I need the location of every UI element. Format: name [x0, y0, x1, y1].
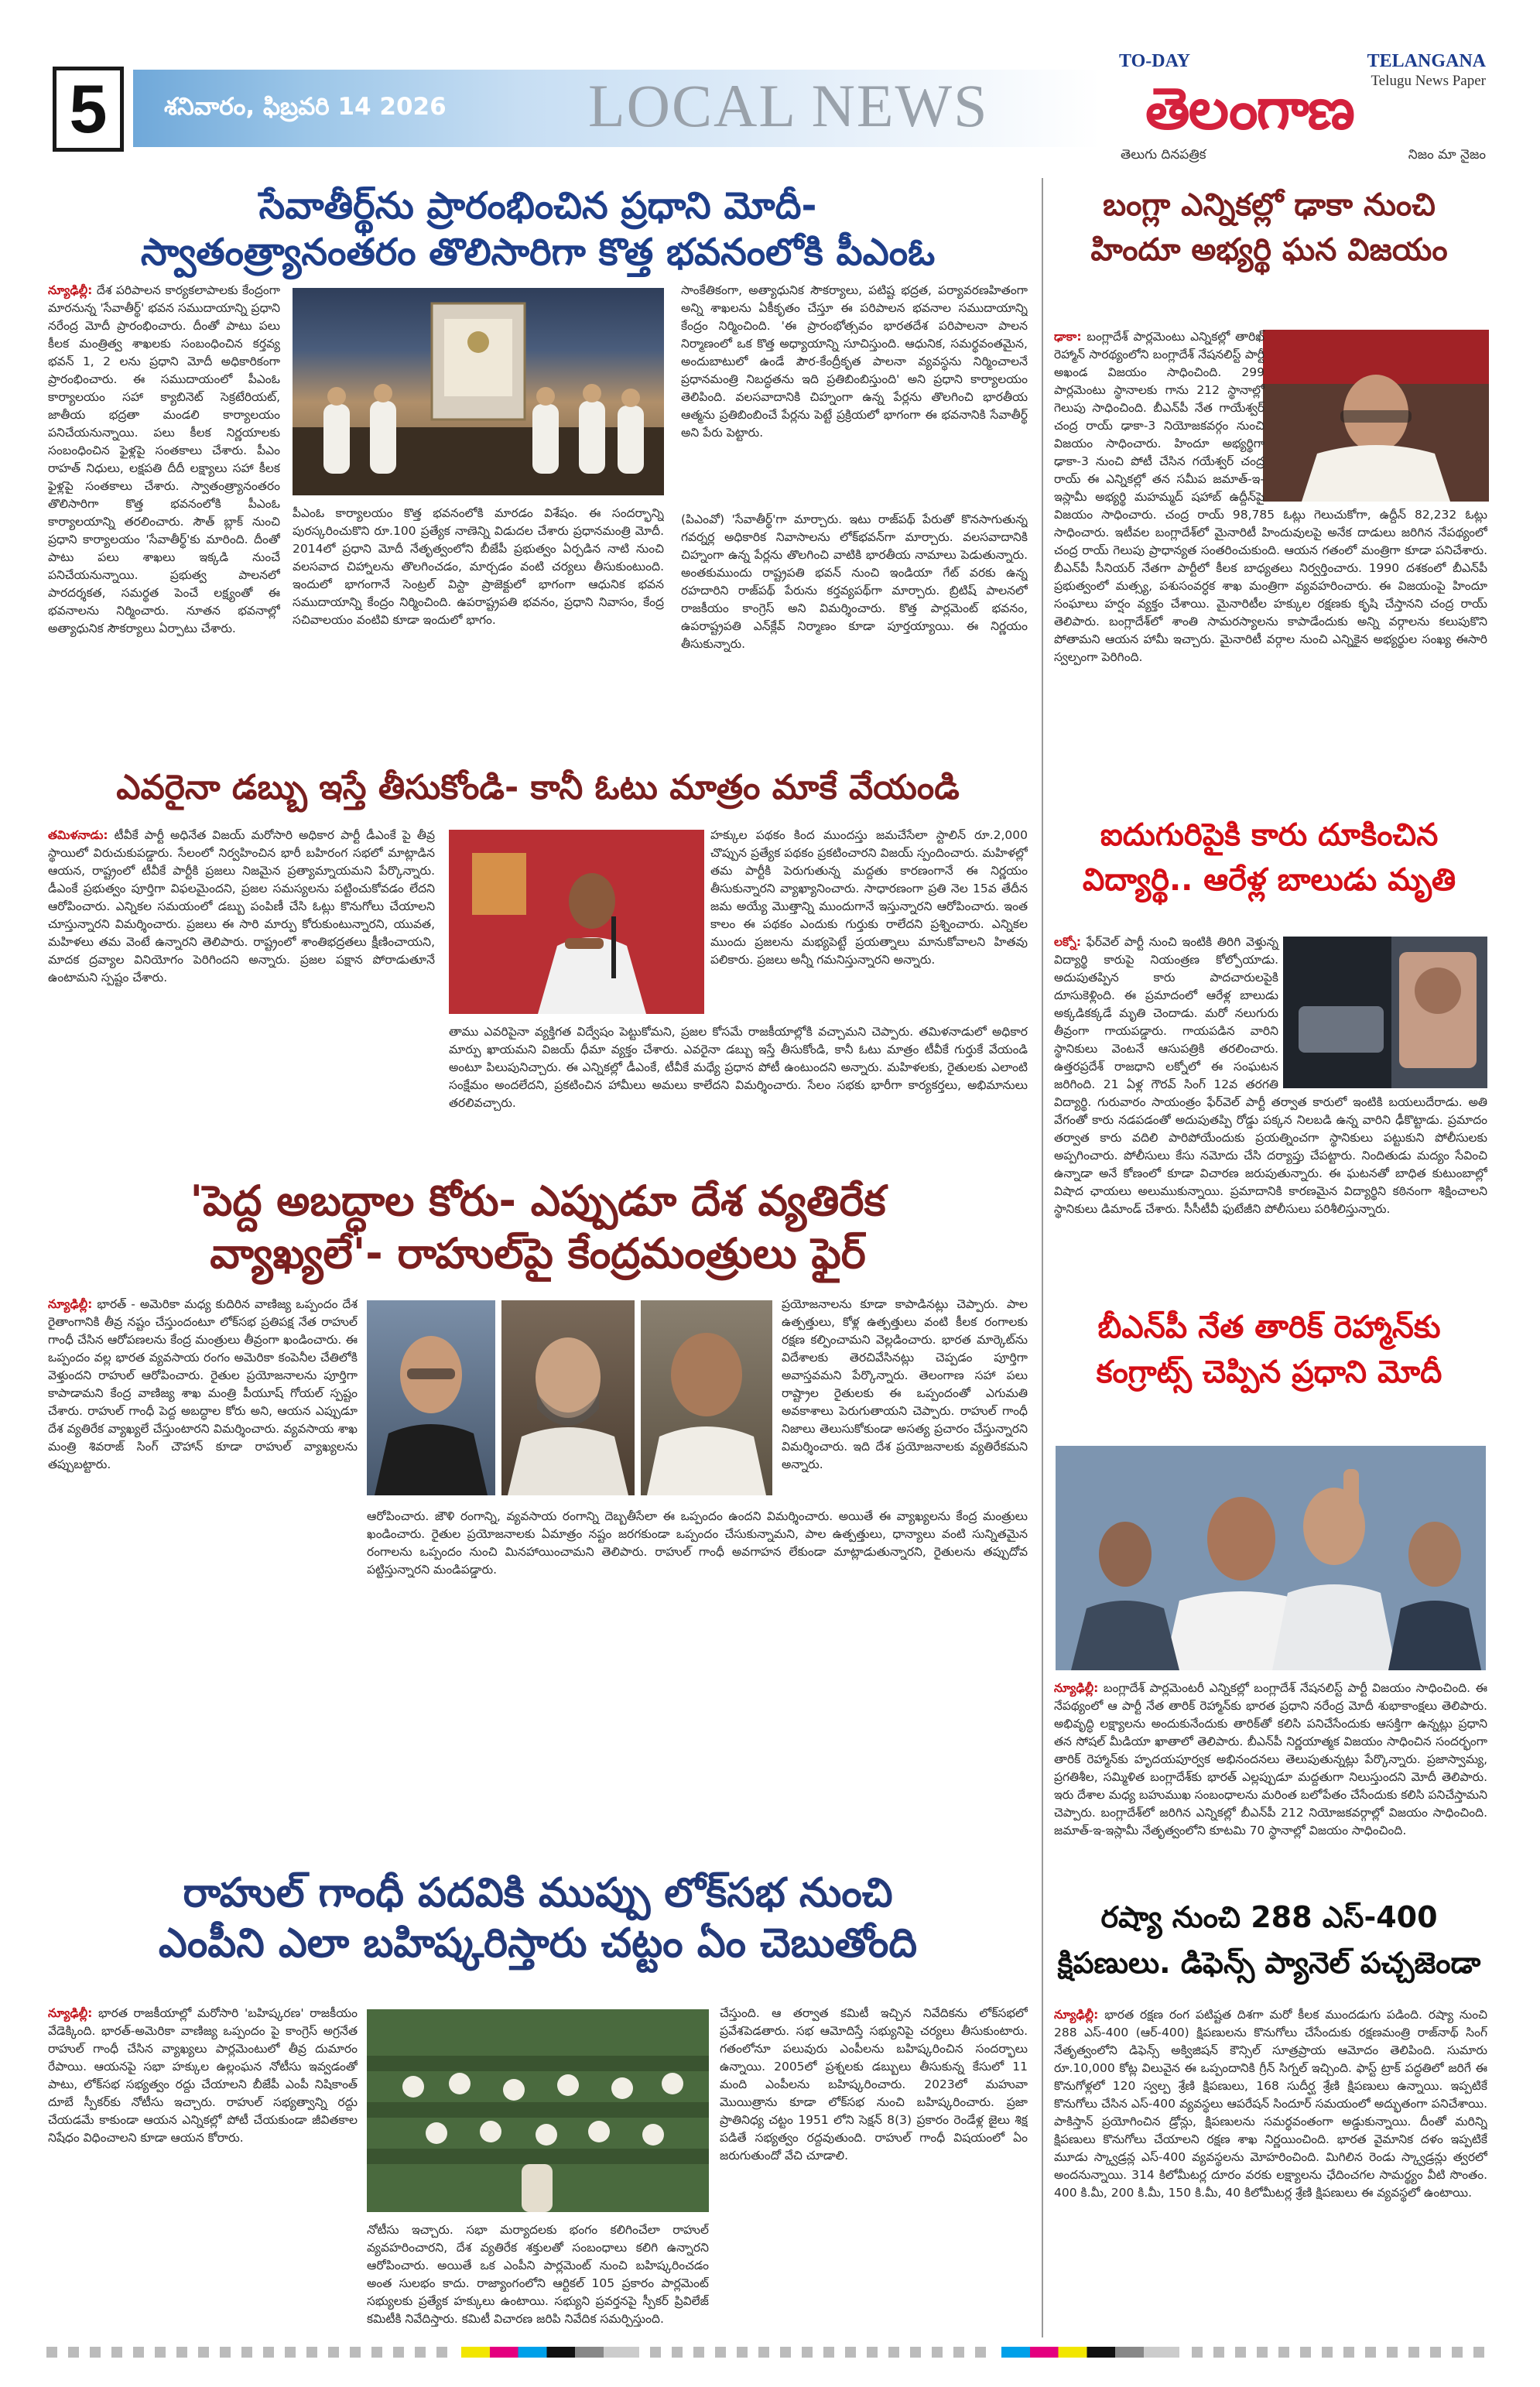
modi-headline-line2: స్వాతంత్ర్యానంతరం తొలిసారిగా కొత్త భవనంలోకి పీఎంఓ [140, 231, 936, 274]
vijay-body-2: తాము ఎవరిపైనా వ్యక్తిగత విద్వేషం పెట్టుకోమని, ప్రజల కోసమే రాజకీయాల్లోకి వచ్చామని చెప్పారు. తమిళనాడులో అధికార మార్పు ఖాయమని విజయ్ ధీమా వ్యక్తం చేశారు. ఎవరైనా డబ్బు ఇస్తే తీసుకోండి, కానీ ఓటు మాత్రం టీవీకే గుర్తుకే వేయండి అంటూ పిలుపునిచ్చారు. ఈ ఎన్నికల్లో డీఎంకే, టీవీకే మధ్యే ప్రధాన పోటీ ఉంటుందని అన్నారు. మహిళలకు, రైతులకు ఎలాంటి సంక్షేమం అందలేదని, ప్రకటించిన హామీలు అమలు కాలేదని విమర్శించారు. సేలం సభకు భారీగా కార్యకర్తలు, అభిమానులు తరలివచ్చారు. [449, 1025, 1028, 1110]
footer-registration-mid [650, 2347, 991, 2358]
tarique-dateline: న్యూఢిల్లీ: [1054, 1681, 1099, 1695]
s400-text: భారత రక్షణ రంగ పటిష్టత దిశగా మరో కీలక ముందడుగు పడింది. రష్యా నుంచి 288 ఎస్-400 (ఆర్-400) క్షిపణులను కొనుగోలు చేసేందుకు రక్షణమంత్రి రాజ్‌నాథ్ సింగ్ నేతృత్వంలోని డిఫెన్స్ అక్విజిషన్ కౌన్సిల్ సూత్రప్రాయ ఆమోదం తెలిపింది. సుమారు రూ.10,000 కోట్ల విలువైన ఈ ఒప్పందానికి గ్రీన్ సిగ్నల్ ఇచ్చింది. ఫాస్ట్ ట్రాక్ పద్ధతిలో జరిగే ఈ కొనుగోళ్లలో 120 స్వల్ప శ్రేణి క్షిపణులు, 168 సుదీర్ఘ శ్రేణి క్షిపణులు ఉన్నాయి. ఇప్పటికే కొనుగోలు చేసిన ఎస్-400 వ్యవస్థలు ఆపరేషన్ సిందూర్ సమయంలో అద్భుతంగా పనిచేశాయి. పాకిస్తాన్ ప్రయోగించిన డ్రోన్లు, క్షిపణులను సమర్థవంతంగా అడ్డుకున్నాయి. దీంతో మరిన్ని క్షిపణులు కొనుగోలు చేయాలని రక్షణ శాఖ నిర్ణయించింది. భారత వైమానిక దళం ఇప్పటికే మూడు స్క్వాడ్రన్ల ఎస్-400 వ్యవస్థలను మోహరించింది. మిగిలిన రెండు స్క్వాడ్రన్లు త్వరలో అందనున్నాయి. 314 కిలోమీటర్ల దూరం వరకు లక్ష్యాలను ఛేదించగల సామర్థ్యం వీటి సొంతం. 400 కి.మీ, 200 కి.మీ, 150 కి.మీ, 40 కిలోమీటర్ల శ్రేణి క్షిపణులు ఈ వ్యవస్థలో ఉంటాయి. [1054, 2008, 1487, 2200]
rahul-mp-line2: ఎంపీని ఎలా బహిష్కరిస్తారు చట్టం ఏం చెబుతోంది [158, 1920, 918, 1967]
rahul-mp-col1 [48, 2005, 358, 2330]
rahul-ministers-headline [46, 1175, 1029, 1279]
vijay-col2 [449, 1023, 1028, 1152]
issue-date: శనివారం, ఫిబ్రవరి 14 2026 [164, 93, 447, 121]
rahul-mp-headline [46, 1868, 1029, 1969]
bangla-hindu-line1: బంగ్లా ఎన్నికల్లో ఢాకా నుంచి [1103, 187, 1436, 223]
rahul-mp-body-1: భారత రాజకీయాల్లో మరోసారి 'బహిష్కరణ' రాజకీయం వేడెక్కింది. భారత్-అమెరికా వాణిజ్య ఒప్పందం పై కాంగ్రెస్ అగ్రనేత రాహుల్ గాంధీ చేసిన వ్యాఖ్యలు పార్లమెంటులో తీవ్ర దుమారం రేపాయి. ఆయనపై సభా హక్కుల ఉల్లంఘన నోటీసు ఇవ్వడంతో పాటు, లోక్‌సభ సభ్యత్వం రద్దు చేయాలని బీజేపీ ఎంపీ నిషికాంత్ దూబే స్పీకర్‌కు నోటీసు ఇచ్చారు. రాహుల్ సభ్యత్వాన్ని రద్దు చేయడమే కాకుండా ఆయన ఎన్నికల్లో పోటీ చేయకుండా జీవితకాల నిషేధం విధించాలని కూడా ఆయన కోరారు. [48, 2006, 358, 2145]
tarique-body [1054, 1680, 1487, 1881]
car-accident-body [1054, 933, 1487, 1297]
rahul-ministers-body-2: ఆరోపించారు. జౌళి రంగాన్ని, వ్యవసాయ రంగాన్ని దెబ్బతీసేలా ఈ ఒప్పందం ఉందని విమర్శించారు. అయితే ఈ వ్యాఖ్యలను కేంద్ర మంత్రులు ఖండించారు. రైతుల ప్రయోజనాలకు ఏమాత్రం నష్టం జరగకుండా ఒప్పందం చేసుకున్నామని, పాల ఉత్పత్తులు, ధాన్యాలు వంటి సున్నితమైన రంగాలను ఒప్పందం నుంచి మినహాయించామని తెలిపారు. రాహుల్ గాంధీ అవగాహన లేకుండా మాట్లాడుతున్నారని, రైతులను తప్పుదోవ పట్టిస్తున్నారని మండిపడ్డారు. [367, 1509, 1028, 1577]
car-accident-line2: విద్యార్థి.. ఆరేళ్ల బాలుడు మృతి [1082, 862, 1456, 898]
rahul-ministers-body-1: భారత్ - అమెరికా మధ్య కుదిరిన వాణిజ్య ఒప్పందం దేశ రైతాంగానికి తీవ్ర నష్టం చేస్తుందంటూ లోక్‌సభ ప్రతిపక్ష నేత రాహుల్ గాంధీ చేసిన ఆరోపణలను కేంద్ర మంత్రులు తీవ్రంగా ఖండించారు. ఈ ఒప్పందం వల్ల భారత వ్యవసాయ రంగం అమెరికా కంపెనీల చేతిలోకి వెళ్తుందని రాహుల్ ఆరోపించారు. రైతుల ప్రయోజనాలను పూర్తిగా కాపాడామని కేంద్ర వాణిజ్య శాఖ మంత్రి పీయూష్ గోయల్ స్పష్టం చేశారు. రాహుల్ గాంధీ పెద్ద అబద్ధాల కోరు అని, ఆయన ఎప్పుడూ దేశ వ్యతిరేక వ్యాఖ్యలే చేస్తుంటారని విమర్శించారు. వ్యవసాయ శాఖ మంత్రి శివరాజ్ సింగ్ చౌహాన్ కూడా రాహుల్ వ్యాఖ్యలను తప్పుబట్టారు. [48, 1297, 358, 1471]
section-title: LOCAL NEWS [588, 72, 989, 139]
rahul-ministers-body-3: ప్రయోజనాలను కూడా కాపాడినట్లు చెప్పారు. పాల ఉత్పత్తులు, కోళ్ల ఉత్పత్తులు వంటి కీలక రంగాలకు రక్షణ కల్పించామని వెల్లడించారు. భారత మార్కెట్‌ను విదేశాలకు తెరచివేసినట్లు చెప్పడం పూర్తిగా అవాస్తవమని పేర్కొన్నారు. తెలంగాణ సహా పలు రాష్ట్రాల రైతులకు ఈ ఒప్పందంతో ఎగుమతి అవకాశాలు పెరుగుతాయని చెప్పారు. రాహుల్ గాంధీ నిజాలు తెలుసుకోకుండా అసత్య ప్రచారం చేస్తున్నారని విమర్శించారు. ఇది దేశ ప్రయోజనాలకు వ్యతిరేకమని అన్నారు. [782, 1297, 1028, 1471]
modi-col1 [48, 282, 280, 750]
bangla-hindu-body [1054, 328, 1487, 797]
footer-color-strip-right [1001, 2347, 1179, 2358]
bangla-hindu-line2: హిందూ అభ్యర్థి ఘన విజయం [1090, 232, 1448, 268]
modi-dateline: న్యూఢిల్లీ: [48, 283, 93, 297]
vijay-col3 [710, 827, 1028, 1014]
logo-title: తెలంగాణ [1145, 76, 1353, 142]
vijay-headline: ఎవరైనా డబ్బు ఇస్తే తీసుకోండి- కానీ ఓటు మాత్రం మాకే వేయండి [116, 768, 960, 807]
rahul-ministers-col1 [48, 1296, 358, 1807]
logo-tag-right: నిజం మా నైజం [1408, 147, 1486, 163]
s400-line1: రష్యా నుంచి 288 ఎస్-400 [1100, 1900, 1438, 1934]
rahul-mp-col2 [367, 2221, 709, 2330]
photo-spacer [1265, 328, 1487, 506]
logo-telangana-en: TELANGANA [1367, 51, 1486, 71]
bangla-hindu-dateline: ఢాకా: [1054, 330, 1082, 344]
rahul-ministers-dateline: న్యూఢిల్లీ: [48, 1297, 93, 1311]
s400-body [1054, 2006, 1487, 2330]
modi-body-1: దేశ పరిపాలన కార్యకలాపాలకు కేంద్రంగా మారనున్న 'సేవాతీర్థ్' భవన సముదాయాన్ని ప్రధాని నరేంద్ర మోదీ ప్రారంభించారు. దీంతో పాటు పలు కీలక మంత్రిత్వ శాఖలకు సంబంధించిన కర్తవ్య భవన్ 1, 2 లను ప్రధాని మోదీ అధికారికంగా ప్రారంభించారు. ఈ సముదాయంలో పీఎంఓ కార్యాలయం సహా క్యాబినెట్ సెక్రటేరియట్, జాతీయ భద్రతా మండలి కార్యాలయం పనిచేయనున్నాయి. పలు కీలక నిర్ణయాలకు సంబంధించిన ఫైళ్లపై సంతకాలు చేశారు. పీఎం రాహత్ నిధులు, లక్షపతి దీదీ లక్ష్యాలు సహా కీలక ఫైళ్లపై సంతకాలు చేశారు. స్వాతంత్ర్యానంతరం తొలిసారిగా కొత్త భవనంలోకి పీఎంఓ కార్యాలయాన్ని తరలించారు. సౌత్ బ్లాక్ నుంచి ప్రధాని కార్యాలయం 'సేవాతీర్థ్'కు మారింది. దీంతో పాటు పలు శాఖలు ఇక్కడి నుంచే పనిచేయనున్నాయి. ప్రభుత్వ పాలనలో పారదర్శకత, సమర్థత పెంచే లక్ష్యంతో ఈ భవనాలను నిర్మించారు. నూతన భవనాల్లో అత్యాధునిక సౌకర్యాలు ఏర్పాటు చేశారు. [48, 283, 280, 635]
footer-registration-right [1192, 2347, 1494, 2358]
car-accident-headline [1052, 813, 1486, 902]
rahul-mp-body-2: నోటీసు ఇచ్చారు. సభా మర్యాదలకు భంగం కలిగించేలా రాహుల్ వ్యవహరించారని, దేశ వ్యతిరేక శక్తులతో సంబంధాలు కలిగి ఉన్నారని ఆరోపించారు. అయితే ఒక ఎంపీని పార్లమెంట్ నుంచి బహిష్కరించడం అంత సులభం కాదు. రాజ్యాంగంలోని ఆర్టికల్ 105 ప్రకారం పార్లమెంట్ సభ్యులకు ప్రత్యేక హక్కులు ఉంటాయి. సభ్యుని ప్రవర్తనపై స్పీకర్ ప్రివిలేజ్ కమిటీకి నివేదిస్తారు. కమిటీ విచారణ జరిపి నివేదిక సమర్పిస్తుంది. [367, 2223, 709, 2326]
s400-line2: క్షిపణులు. డిఫెన్స్ ప్యానెల్ పచ్చజెండా [1057, 1945, 1481, 1980]
chouhan-photo [641, 1300, 772, 1495]
footer-color-strip-left [461, 2347, 639, 2358]
car-accident-line1: ఐదుగురిపైకి కారు దూకించిన [1100, 817, 1439, 853]
modi-body-3: పీఎంఓ కార్యాలయం కొత్త భవనంలోకి మారడం విశేషం. ఈ సందర్భాన్ని పురస్కరించుకొని రూ.100 ప్రత్యేక నాణెన్ని విడుదల చేశారు ప్రధానమంత్రి మోదీ. 2014లో ప్రధాని మోదీ నేతృత్వంలోని బీజేపీ ప్రభుత్వం ఏర్పడిన నాటి నుంచి వలసవాద చిహ్నాలను తొలగించడం, మార్చడం వంటి చర్యలు తీసుకుంటుంది. ఇందులో భాగంగానే సెంట్రల్ విస్టా ప్రాజెక్టులో భాగంగా ఆధునిక భవన సముదాయాన్ని కేంద్రం నిర్మించింది. ఉపరాష్ట్రపతి భవనం, ప్రధాని నివాసం, కేంద్ర సచివాలయం వంటివి కూడా ఇందులో భాగం. [293, 506, 664, 627]
tarique-line2: కంగ్రాట్స్ చెప్పిన ప్రధాని మోదీ [1096, 1354, 1442, 1390]
logo-subtitle: Telugu News Paper [1371, 73, 1486, 89]
s400-dateline: న్యూఢిల్లీ: [1054, 2008, 1099, 2022]
rahul-mp-line1: రాహుల్ గాంధీ పదవికి ముప్పు లోక్‌సభ నుంచి [183, 1870, 893, 1916]
vijay-photo [449, 830, 704, 1014]
vijay-body-1: టీవీకే పార్టీ అధినేత విజయ్ మరోసారి అధికార పార్టీ డీఎంకే పై తీవ్ర స్థాయిలో విరుచుకుపడ్డారు. సేలంలో నిర్వహించిన భారీ బహిరంగ సభలో మాట్లాడిన ఆయన, రాష్ట్రంలో టీవీకే పార్టీకి ప్రజలు నిజమైన ప్రత్యామ్నాయమని పేర్కొన్నారు. డీఎంకే ప్రభుత్వం పూర్తిగా విఫలమైందని, ప్రజల సమస్యలను పట్టించుకోవడం లేదని ఆరోపించారు. ఎన్నికల సమయంలో డబ్బు పంపిణీ చేసి ఓట్లు కొనుగోలు చేయాలని చూస్తున్నారని విమర్శించారు. ప్రజలు ఈ సారి మార్పు కోరుకుంటున్నారని, యువత, మహిళలు తమ వెంటే ఉన్నారని తెలిపారు. రాష్ట్రంలో శాంతిభద్రతలు క్షీణించాయని, మాదక ద్రవ్యాల వినియోగం పెరిగిందని అన్నారు. ప్రజల పక్షాన పోరాడుతూనే ఉంటామని స్పష్టం చేశారు. [48, 828, 435, 985]
rahul-ministers-line1: 'పెద్ద అబద్ధాల కోరు- ఎప్పుడూ దేశ వ్యతిరేక [190, 1176, 886, 1225]
photo-spacer [1278, 933, 1487, 1091]
page-number: 5 [53, 67, 124, 152]
column-divider [1042, 178, 1043, 2337]
modi-col4 [681, 511, 1028, 750]
rahul-ministers-line2: వ్యాఖ్యలే'- రాహుల్‌పై కేంద్రమంత్రులు ఫైర్ [210, 1228, 866, 1278]
bangla-hindu-headline [1052, 183, 1486, 272]
modi-body-2: సాంకేతికంగా, అత్యాధునిక సౌకర్యాలు, పటిష్ట భద్రత, పర్యావరణహితంగా అన్ని శాఖలను ఏకీకృతం చేస్తూ ఈ పరిపాలన భవనాల సముదాయాన్ని కేంద్రం నిర్మించింది. 'ఈ ప్రారంభోత్సవం భారతదేశ పరిపాలనా పాలన నిర్మాణంలో ఒక కొత్త అధ్యాయాన్ని సూచిస్తుంది. ఆధునిక, సమర్థవంతమైన, అందుబాటులో ఉండే పౌర-కేంద్రీకృత పాలనా వ్యవస్థను నిర్మించాలనే ప్రధానమంత్రి నిబద్ధతను ఇది ప్రతిబింబిస్తుంది' అని ప్రధాని కార్యాలయం తెలిపింది. వలసవాదానికి చిహ్నంగా ఉన్న పేర్లను తొలగించి భారతీయ ఆత్మను ప్రతిబింబించే పేర్లను పెట్టే ప్రక్రియలో భాగంగా ఈ భవనానికి సేవాతీర్థ్ అని పేరు పెట్టారు. [681, 283, 1028, 440]
tarique-photo [1056, 1446, 1486, 1670]
modi-headline-line1: సేవాతీర్థ్‌ను ప్రారంభించిన ప్రధాని మోదీ- [258, 184, 817, 228]
logo-tag-left: తెలుగు దినపత్రిక [1121, 147, 1206, 163]
modi-col3 [293, 505, 664, 750]
rahul-mp-dateline: న్యూఢిల్లీ: [48, 2006, 93, 2020]
bangla-hindu-text: బంగ్లాదేశ్ పార్లమెంటు ఎన్నికల్లో తారిఖ్ రెహ్మాన్ సారథ్యంలోని బంగ్లాదేశ్ నేషనలిస్ట్ పార్టీ అఖండ విజయం సాధించింది. 299 పార్లమెంటు స్థానాలకు గాను 212 స్థానాల్లో గెలుపు సాధించింది. బీఎన్‌పీ నేత గాయేశ్వర్ చంద్ర రాయ్ ఢాకా-3 నియోజకవర్గం నుంచి విజయం సాధించారు. హిందూ అభ్యర్థిగా ఢాకా-3 నుంచి పోటీ చేసిన గయేశ్వర్ చంద్ర రాయ్ ఈ ఎన్నికల్లో తన సమీప జమాత్-ఇ-ఇస్లామీ అభ్యర్థి మహమ్మద్ షహాబ్ ఉద్దీన్‌పై విజయం సాధించారు. చంద్ర రాయ్ 98,785 ఓట్లు గెలుచుకోగా, ఉద్దీన్ 82,232 ఓట్లు సాధించారు. ఇటీవల బంగ్లాదేశ్‌లో మైనారిటీ హిందువులపై అనేక దాడులు జరిగిన నేపథ్యంలో చంద్ర రాయ్ గెలుపు ప్రాధాన్యత సంతరించుకుంది. ఆయన గతంలో మంత్రిగా కూడా పనిచేశారు. బీఎన్‌పీ సీనియర్ నేతగా పార్టీలో కీలక బాధ్యతలు నిర్వర్తించారు. 1990 దశకంలో బీఎన్‌పీ ప్రభుత్వంలో మత్స్య, పశుసంవర్ధక శాఖ మంత్రిగా వ్యవహరించారు. ఈ విజయంపై హిందూ సంఘాలు హర్షం వ్యక్తం చేశాయి. మైనారిటీల హక్కుల రక్షణకు కృషి చేస్తానని చంద్ర రాయ్ తెలిపారు. బంగ్లాదేశ్‌లో శాంతి సామరస్యాలను కాపాడేందుకు అన్ని వర్గాలను కలుపుకొని పోతామని ఆయన హామీ ఇచ్చారు. మైనారిటీ వర్గాల నుంచి ఎన్నికైన అభ్యర్థుల సంఖ్య ఈసారి స్వల్పంగా పెరిగింది. [1054, 330, 1487, 664]
tarique-headline [1052, 1305, 1486, 1395]
modi-headline [46, 183, 1029, 276]
rahul-mp-body-3: చేస్తుంది. ఆ తర్వాత కమిటీ ఇచ్చిన నివేదికను లోక్‌సభలో ప్రవేశపెడతారు. సభ ఆమోదిస్తే సభ్యునిపై చర్యలు తీసుకుంటారు. గతంలోనూ పలువురు ఎంపీలను బహిష్కరించిన సందర్భాలు ఉన్నాయి. 2005లో ప్రశ్నలకు డబ్బులు తీసుకున్న కేసులో 11 మంది ఎంపీలను బహిష్కరించారు. 2023లో మహువా మొయిత్రాను కూడా లోక్‌సభ నుంచి బహిష్కరించారు. ప్రజా ప్రాతినిధ్య చట్టం 1951 లోని సెక్షన్ 8(3) ప్రకారం రెండేళ్ల జైలు శిక్ష పడితే సభ్యత్వం రద్దవుతుంది. రాహుల్ గాంధీ విషయంలో ఏం జరుగుతుందో వేచి చూడాలి. [720, 2006, 1028, 2163]
modi-col2 [681, 282, 1028, 508]
car-accident-text: ఫేర్‌వెల్ పార్టీ నుంచి ఇంటికి తిరిగి వెళ్తున్న విద్యార్థి కారుపై నియంత్రణ కోల్పోయాడు. అదుపుతప్పిన కారు పాదచారులపైకి దూసుకెళ్లింది. ఈ ప్రమాదంలో ఆరేళ్ల బాలుడు అక్కడికక్కడే మృతి చెందాడు. మరో నలుగురు తీవ్రంగా గాయపడ్డారు. గాయపడిన వారిని స్థానికులు వెంటనే ఆసుపత్రికి తరలించారు. ఉత్తరప్రదేశ్ రాజధాని లక్నోలో ఈ సంఘటన జరిగింది. 21 ఏళ్ల గౌరవ్ సింగ్ 12వ తరగతి విద్యార్థి. గురువారం సాయంత్రం ఫేర్‌వెల్ పార్టీ తర్వాత కారులో ఇంటికి బయలుదేరాడు. అతి వేగంతో కారు నడపడంతో అదుపుతప్పి రోడ్డు పక్కన నిలబడి ఉన్న వారిని ఢీకొట్టాడు. ప్రమాదం తర్వాత కారు వదిలి పారిపోయేందుకు ప్రయత్నించగా స్థానికులు పట్టుకుని పోలీసులకు అప్పగించారు. పోలీసులు కేసు నమోదు చేసి దర్యాప్తు చేపట్టారు. నిందితుడు మద్యం సేవించి ఉన్నాడా అనే కోణంలో కూడా విచారణ జరుపుతున్నారు. ఈ ఘటనతో బాధిత కుటుంబాల్లో విషాద ఛాయలు అలుముకున్నాయి. ప్రమాదానికి కారణమైన విద్యార్థిని కఠినంగా శిక్షించాలని స్థానికులు డిమాండ్ చేశారు. సీసీటీవీ ఫుటేజీని పోలీసులు పరిశీలిస్తున్నారు. [1054, 935, 1487, 1216]
tarique-text: బంగ్లాదేశ్ పార్లమెంటరీ ఎన్నికల్లో బంగ్లాదేశ్ నేషనలిస్ట్ పార్టీ విజయం సాధించింది. ఈ నేపథ్యంలో ఆ పార్టీ నేత తారిక్ రెహ్మాన్‌కు భారత ప్రధాని నరేంద్ర మోదీ శుభాకాంక్షలు తెలిపారు. అభివృద్ధి లక్ష్యాలను అందుకునేందుకు తారిక్‌తో కలిసి పనిచేసేందుకు ఆసక్తిగా ఉన్నట్లు ప్రధాని తన సోషల్ మీడియా ఖాతాలో తెలిపారు. బీఎన్‌పీ నిర్ణయాత్మక విజయం సాధించిన సందర్భంగా తారిక్ రెహ్మాన్‌కు హృదయపూర్వక అభినందనలు తెలుపుతున్నట్లు పేర్కొన్నారు. ప్రజాస్వామ్య, ప్రగతిశీల, సమ్మిళిత బంగ్లాదేశ్‌కు భారత్ ఎల్లప్పుడూ మద్దతుగా నిలుస్తుందని మోదీ తెలిపారు. ఇరు దేశాల మధ్య బహుముఖ సంబంధాలను మరింత బలోపేతం చేసేందుకు కలిసి పనిచేస్తామని చెప్పారు. బంగ్లాదేశ్‌లో జరిగిన ఎన్నికల్లో బీఎన్‌పీ 212 నియోజకవర్గాల్లో విజయం సాధించింది. జమాత్-ఇ-ఇస్లామీ నేతృత్వంలోని కూటమి 70 స్థానాల్లో విజయం సాధించింది. [1054, 1681, 1487, 1837]
rahul-ministers-col3 [782, 1296, 1028, 1495]
s400-headline [1052, 1895, 1486, 1986]
footer-registration-left [46, 2347, 449, 2358]
rahul-mp-col3 [720, 2005, 1028, 2330]
logo-today: TO-DAY [1119, 51, 1191, 71]
car-accident-dateline: లక్నో: [1054, 935, 1082, 949]
goyal-photo [367, 1300, 495, 1495]
vijay-dateline: తమిళనాడు: [48, 828, 108, 842]
newspaper-logo [1114, 51, 1486, 166]
parliament-photo [367, 2009, 709, 2212]
modi-photo [293, 288, 664, 495]
vijay-body-3: హక్కుల పథకం కింద ముందస్తు జమచేసేలా స్టాలిన్ రూ.2,000 చొప్పున ప్రత్యేక పథకం ప్రకటించారని విజయ్ స్పందించారు. మహిళల్లో తమ పార్టీకి పెరుగుతున్న మద్దతు కారణంగానే ఈ నిర్ణయం తీసుకున్నారని వ్యాఖ్యానించారు. సాధారణంగా ప్రతి నెల 15వ తేదీన జమ అయ్యే మొత్తాన్ని ముందుగానే ఇస్తున్నారని ఆరోపించారు. ఇంత కాలం ఈ పథకం ఎందుకు గుర్తుకు రాలేదని ప్రశ్నించారు. ఎన్నికల ముందు ప్రజలను మభ్యపెట్టే ప్రయత్నాలు మానుకోవాలని హితవు పలికారు. ప్రజలు అన్నీ గమనిస్తున్నారని అన్నారు. [710, 828, 1028, 967]
tarique-line1: బీఎన్‌పీ నేత తారిక్ రెహ్మాన్‌కు [1097, 1310, 1441, 1345]
rahul-ministers-col2 [367, 1508, 1028, 1807]
vijay-col1 [48, 827, 435, 1152]
rahul-photo [501, 1300, 635, 1495]
modi-body-4: (పిఎంవో) 'సేవాతీర్థ్'గా మార్చారు. ఇటు రాజ్‌పథ్‌ పేరుతో కొనసాగుతున్న గవర్నర్ల అధికారిక నివాసాలను లోక్‌భవన్‌గా మార్చారు. వలసవాదానికి చిహ్నంగా ఉన్న పేర్లను తొలగించి వాటికి భారతీయ నామాలు పెడుతున్నారు. అంతకుముందు రాష్ట్రపతి భవన్ నుంచి ఇండియా గేట్ వరకు ఉన్న రహదారిని రాజ్‌పథ్ పేరును కర్తవ్యపథ్‌గా మార్చారు. బ్రిటిష్ పాలనలో రాజకీయం కాంగ్రెస్ అని విమర్శించారు. కొత్త పార్లమెంట్ భవనం, ఉపరాష్ట్రపతి ఎన్‌క్లేవ్ నిర్మాణం కూడా పూర్తయ్యాయి. ఈ నిర్ణయం తీసుకున్నారు. [681, 512, 1028, 651]
